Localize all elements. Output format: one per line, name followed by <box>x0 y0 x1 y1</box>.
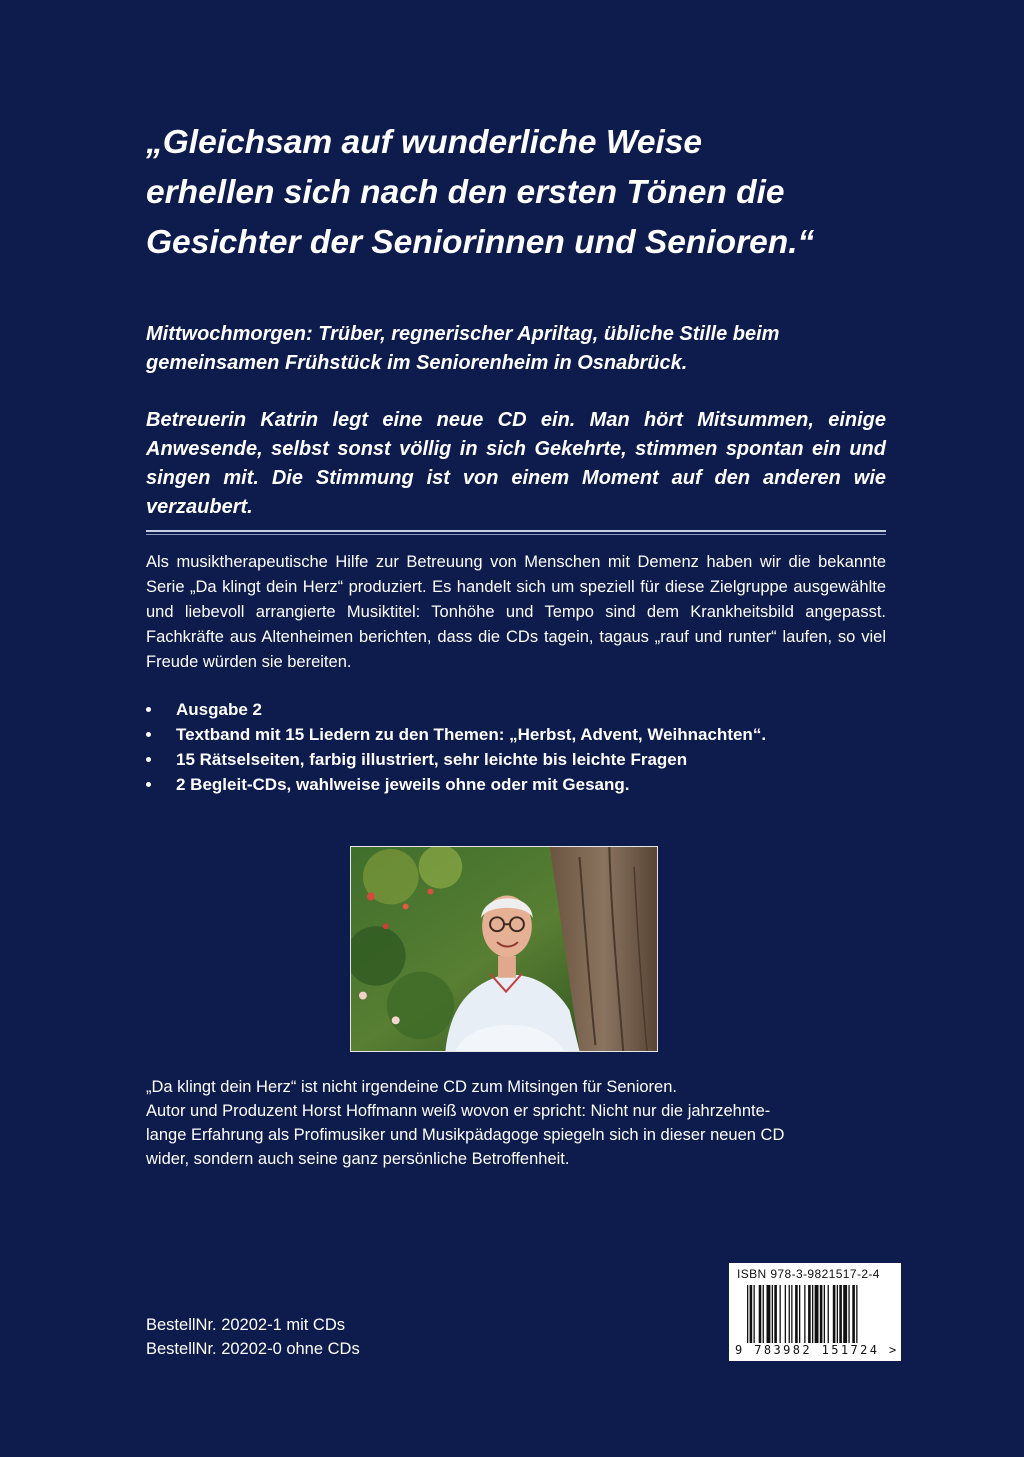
section-divider <box>146 530 886 536</box>
closing-line-4: wider, sondern auch seine ganz persönliche Betroffenheit. <box>146 1150 570 1168</box>
author-photo <box>350 846 658 1052</box>
feature-list <box>146 697 906 797</box>
intro-line-1: Mittwochmorgen: Trüber, regnerischer Apriltag, übliche Stille beim <box>146 323 780 345</box>
closing-line-1: „Da klingt dein Herz“ ist nicht irgendeine CD zum Mitsingen für Senioren. <box>146 1078 677 1096</box>
order-number-without-cds: BestellNr. 20202-0 ohne CDs <box>146 1340 360 1358</box>
description-paragraph: Als musiktherapeutische Hilfe zur Betreuung von Menschen mit Demenz haben wir die bekannte Serie „Da klingt dein Herz“ produziert. Es handelt sich um speziell für diese Zielgruppe ausgewählte und liebevoll arrangierte Musiktitel: Tonhöhe und Tempo sind dem Krankheitsbild angepasst. Fachkräfte aus Altenheimen berichten, dass die CDs tagein, tagaus „rauf und runter“ laufen, so viel Freude würden sie bereiten. <box>146 553 886 671</box>
closing-paragraph <box>146 1075 906 1171</box>
barcode-digits: 9 783982 151724 > <box>735 1343 899 1357</box>
isbn-barcode-box <box>729 1263 901 1361</box>
quote-line-2: erhellen sich nach den ersten Tönen die <box>146 174 785 211</box>
closing-line-2: Autor und Produzent Horst Hoffmann weiß wovon er spricht: Nicht nur die jahrzehnte- <box>146 1102 771 1120</box>
order-number-with-cds: BestellNr. 20202-1 mit CDs <box>146 1316 345 1334</box>
feature-item: 2 Begleit-CDs, wahlweise jeweils ohne oder mit Gesang. <box>146 772 906 797</box>
headline-quote <box>146 118 886 268</box>
intro-line-2: gemeinsamen Frühstück im Seniorenheim in Osnabrück. <box>146 352 688 374</box>
feature-item: Ausgabe 2 <box>146 697 906 722</box>
isbn-label: ISBN 978-3-9821517-2-4 <box>737 1267 880 1281</box>
story-paragraph: Betreuerin Katrin legt eine neue CD ein. Man hört Mitsummen, einige Anwesende, selbst sonst völlig in sich Gekehrte, stimmen spontan ein und singen mit. Die Stimmung ist von einem Moment auf den anderen wie verzaubert. <box>146 409 886 518</box>
intro-paragraph <box>146 320 886 378</box>
feature-item: 15 Rätselseiten, farbig illustriert, sehr leichte bis leichte Fragen <box>146 747 906 772</box>
order-numbers <box>146 1313 360 1361</box>
quote-line-1: „Gleichsam auf wunderliche Weise <box>146 124 703 161</box>
quote-line-3: Gesichter der Seniorinnen und Senioren.“ <box>146 224 815 261</box>
barcode-graphic <box>747 1285 893 1343</box>
closing-line-3: lange Erfahrung als Profimusiker und Musikpädagoge spiegeln sich in dieser neuen CD <box>146 1126 785 1144</box>
feature-item: Textband mit 15 Liedern zu den Themen: „Herbst, Advent, Weihnachten“. <box>146 722 906 747</box>
